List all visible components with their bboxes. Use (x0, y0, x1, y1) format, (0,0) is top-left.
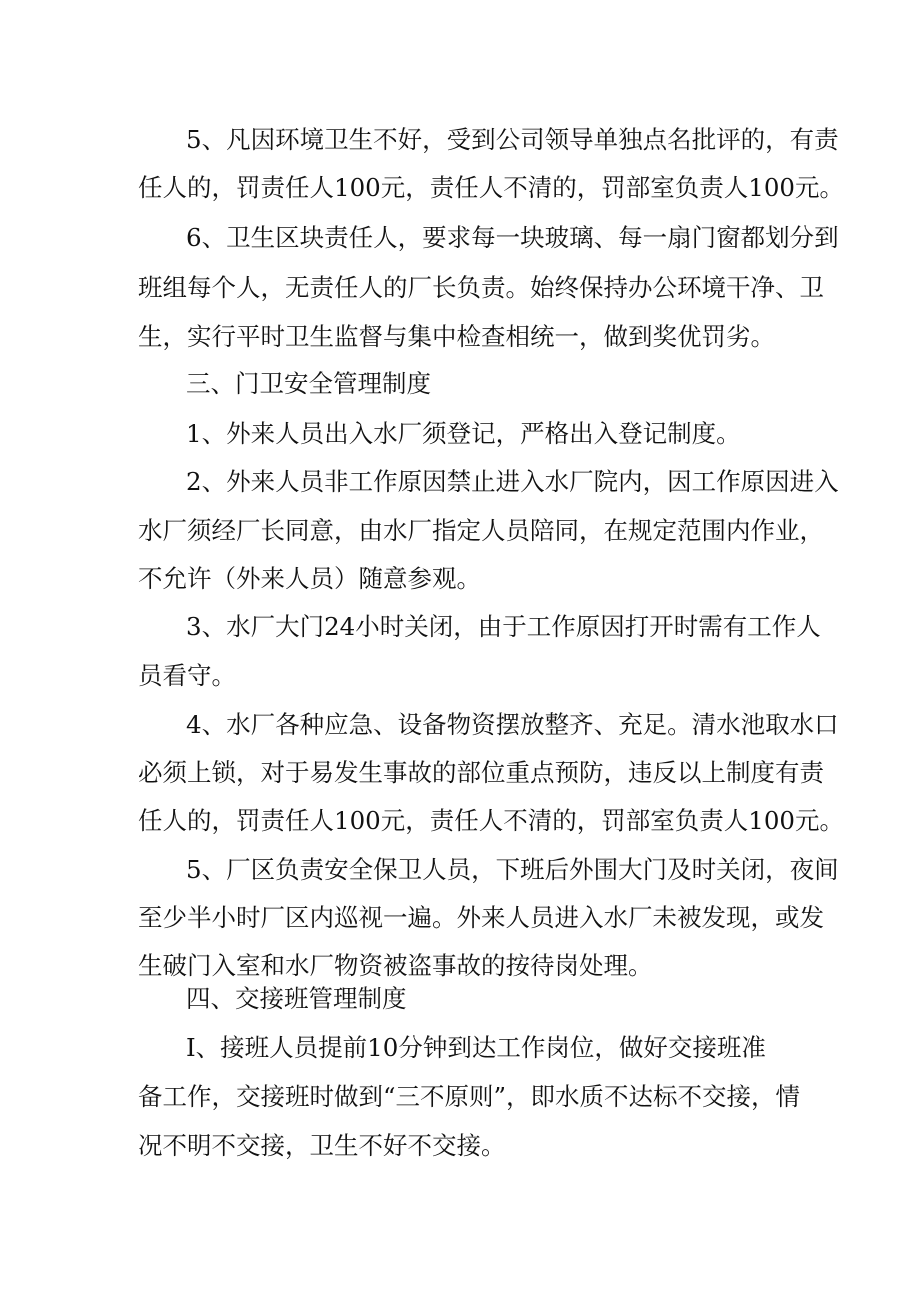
rule-5-line-1: 5、凡因环境卫生不好，受到公司领导单独点名批评的，有责 (186, 125, 839, 154)
rule-6-line-1: 6、卫生区块责任人，要求每一块玻璃、每一扇门窗都划分到 (186, 223, 839, 252)
gate-rule-4-line-1: 4、水厂各种应急、设备物资摆放整齐、充足。清水池取水口 (186, 710, 839, 739)
section-heading-gate-security: 三、门卫安全管理制度 (186, 369, 431, 398)
section-heading-shift-handover: 四、交接班管理制度 (186, 984, 407, 1013)
gate-rule-3-line-1: 3、水厂大门24小时关闭，由于工作原因打开时需有工作人 (186, 612, 821, 641)
rule-6-line-3: 生，实行平时卫生监督与集中检查相统一，做到奖优罚劣。 (138, 322, 775, 351)
gate-rule-2-line-1: 2、外来人员非工作原因禁止进入水厂院内，因工作原因进入 (186, 467, 839, 496)
rule-5-line-2: 任人的，罚责任人100元，责任人不清的，罚部室负责人100元。 (138, 173, 845, 202)
gate-rule-5-line-3: 生破门入室和水厂物资被盗事故的按待岗处理。 (138, 951, 653, 980)
handover-rule-1-line-2: 备工作，交接班时做到“三不原则”，即水质不达标不交接，情 (138, 1082, 801, 1111)
gate-rule-2-line-3: 不允许（外来人员）随意参观。 (138, 564, 481, 593)
rule-6-line-2: 班组每个人，无责任人的厂长负责。始终保持办公环境干净、卫 (138, 273, 824, 302)
gate-rule-3-line-2: 员看守。 (138, 661, 236, 690)
handover-rule-1-line-3: 况不明不交接，卫生不好不交接。 (138, 1131, 506, 1160)
gate-rule-2-line-2: 水厂须经厂长同意，由水厂指定人员陪同，在规定范围内作业， (138, 516, 824, 545)
gate-rule-4-line-3: 任人的，罚责任人100元，责任人不清的，罚部室负责人100元。 (138, 806, 845, 835)
gate-rule-1-line-1: 1、外来人员出入水厂须登记，严格出入登记制度。 (186, 419, 741, 448)
gate-rule-5-line-2: 至少半小时厂区内巡视一遍。外来人员进入水厂未被发现，或发 (138, 903, 824, 932)
handover-rule-1-line-1: Ⅰ、接班人员提前10分钟到达工作岗位，做好交接班准 (186, 1033, 766, 1062)
gate-rule-4-line-2: 必须上锁，对于易发生事故的部位重点预防，违反以上制度有责 (138, 758, 824, 787)
gate-rule-5-line-1: 5、厂区负责安全保卫人员，下班后外围大门及时关闭，夜间 (186, 855, 839, 884)
